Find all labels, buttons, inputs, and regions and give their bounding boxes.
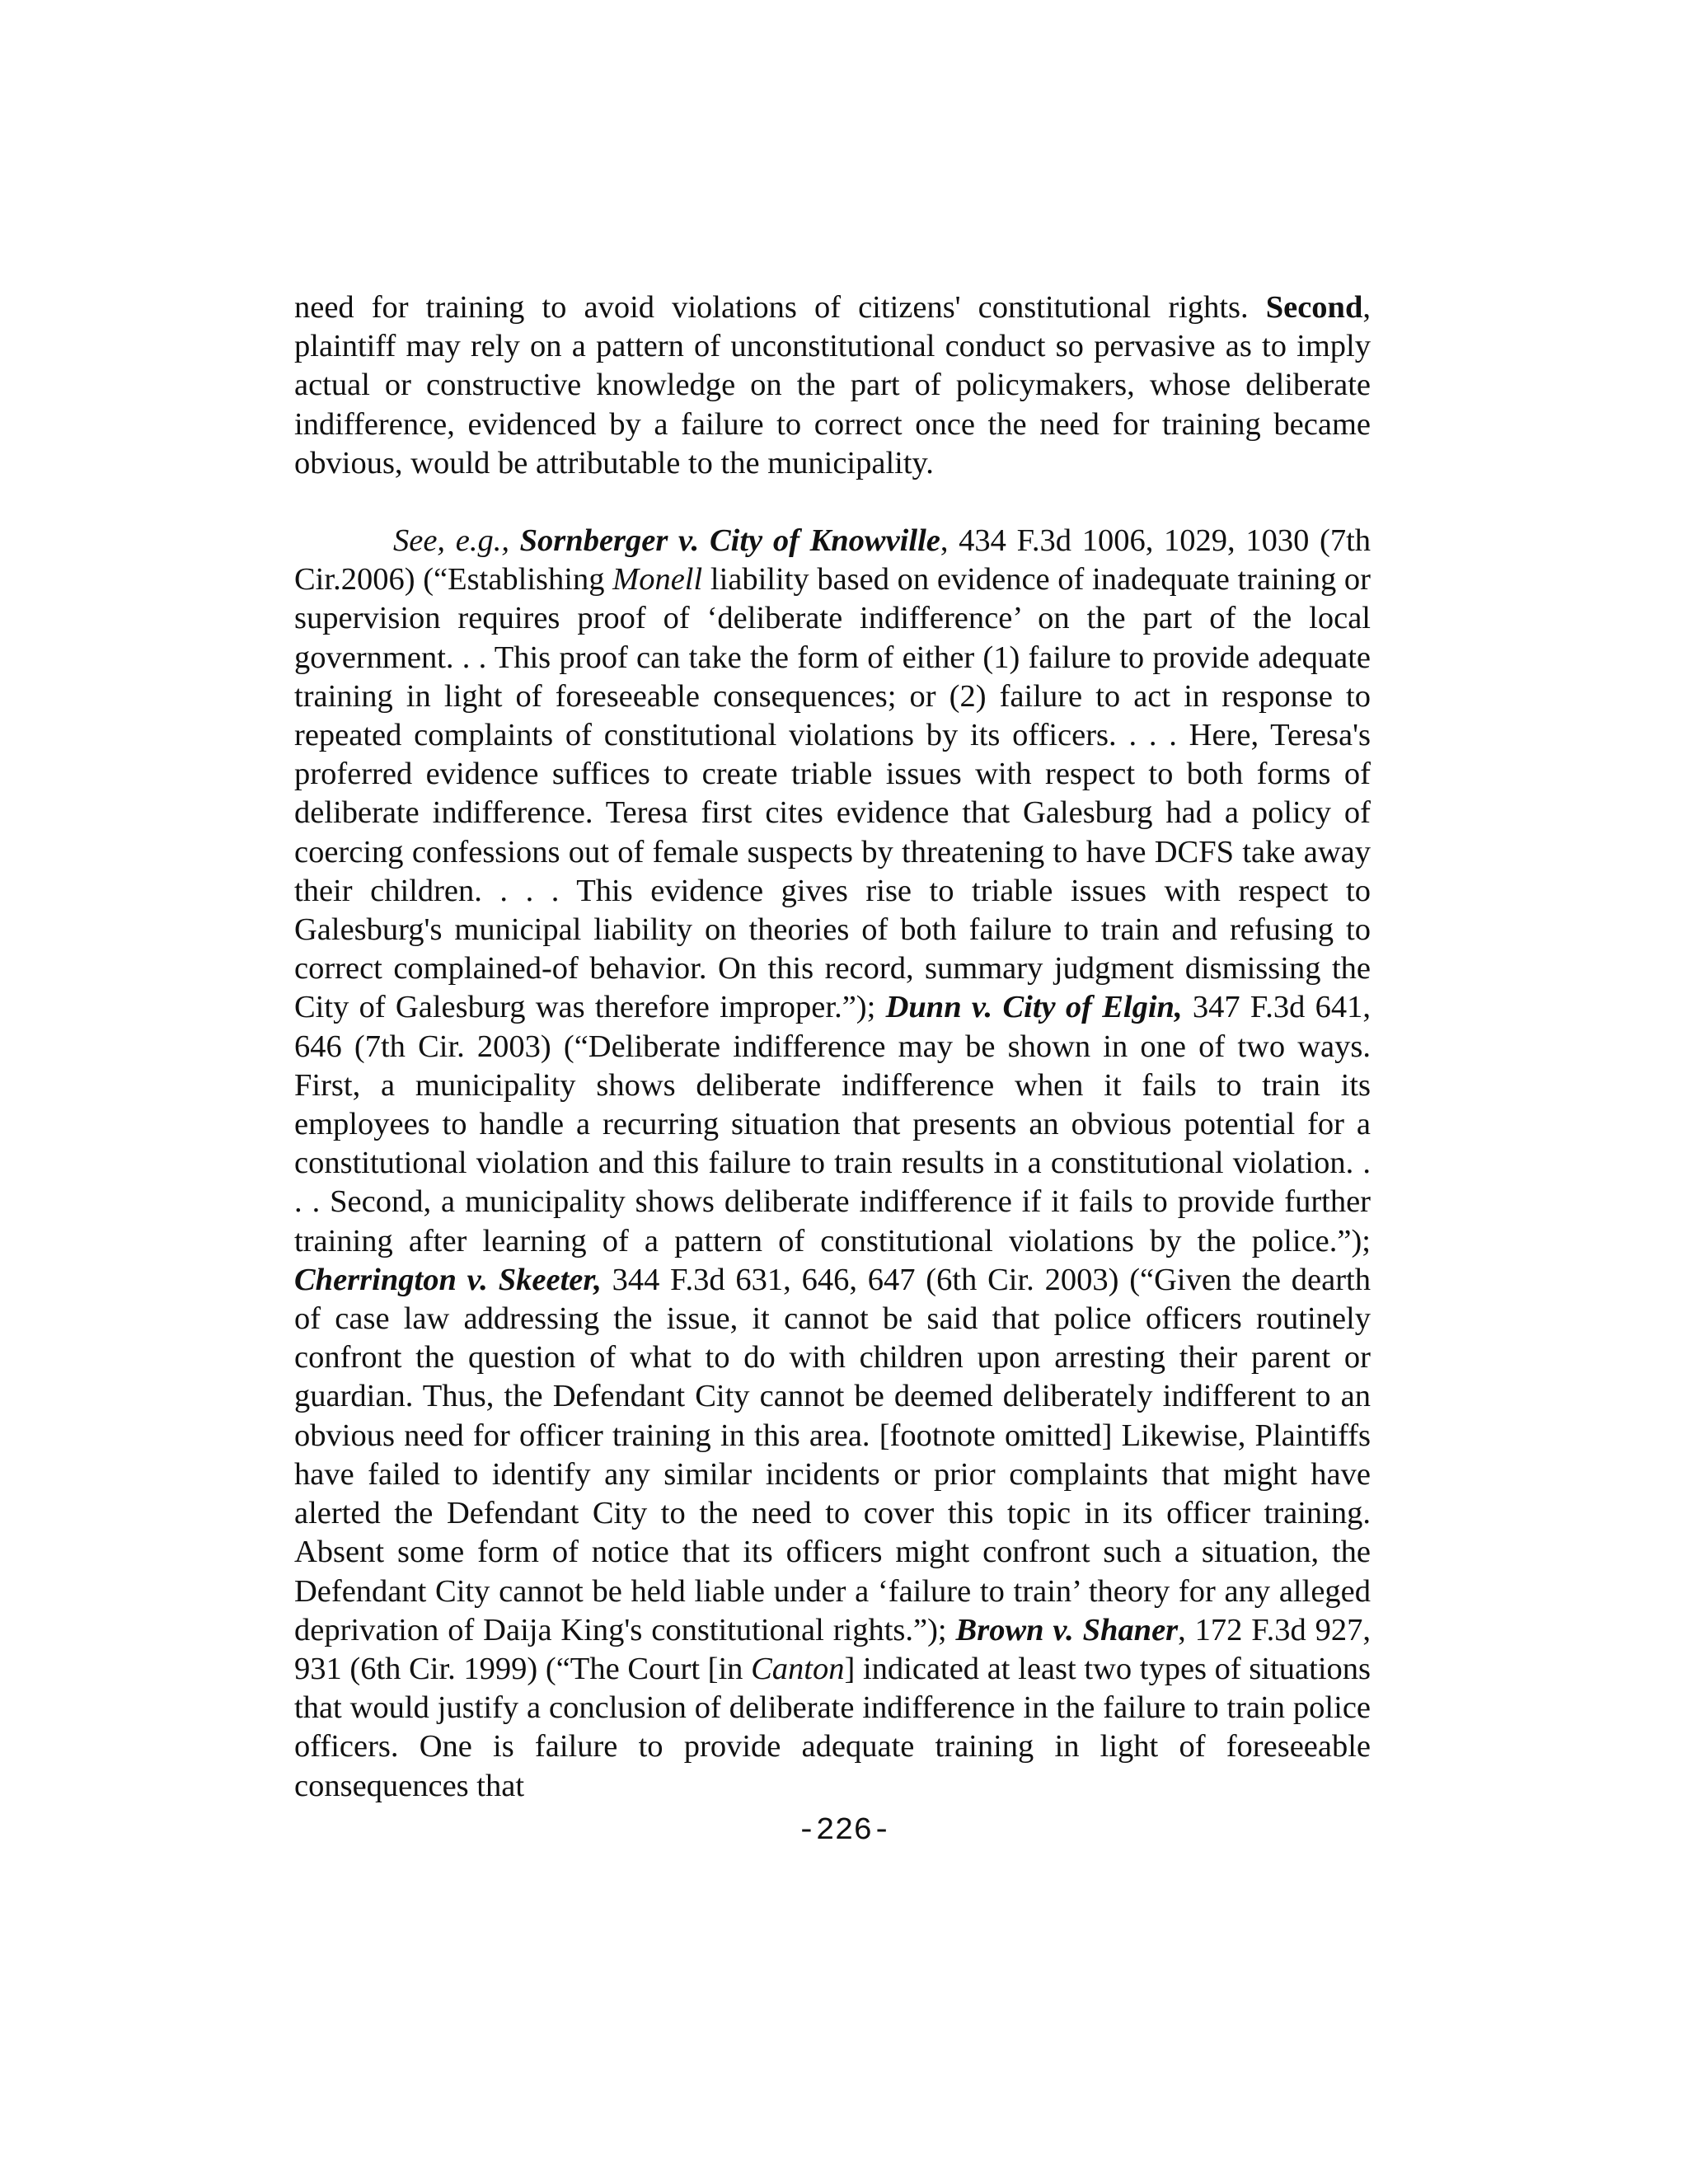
document-body bbox=[294, 288, 1371, 1806]
case-ref-canton: Canton bbox=[751, 1651, 845, 1686]
text-run: liability based on evidence of inadequate training or supervision requires proof of ‘deliberate indifference’ on the part of the local government. . . This proof can take the form of either (1) failure to provide adequate training in light of foreseeable consequences; or (2) failure to act in response to repeated complaints of constitutional violations by its officers. . . . Here, Teresa's proferred evidence suffices to create triable issues with respect to both forms of deliberate indifference. Teresa first cites evidence that Galesburg had a policy of coercing confessions out of female suspects by threatening to have DCFS take away their children. . . . This evidence gives rise to triable issues with respect to Galesburg's municipal liability on theories of both failure to train and refusing to correct complained-of behavior. On this record, summary judgment dismissing the City of Galesburg was therefore improper.”); bbox=[294, 562, 1371, 1025]
text-run: 344 F.3d 631, 646, 647 (6th Cir. 2003) (“Given the dearth of case law addressing the issue, it cannot be said that police officers routinely confront the question of what to do with children upon arresting their parent or guardian. Thus, the Defendant City cannot be deemed deliberately indifferent to an obvious need for officer training in this area. [footnote omitted] Likewise, Plaintiffs have failed to identify any similar incidents or prior complaints that might have alerted the Defendant City to the need to cover this topic in its officer training. Absent some form of notice that its officers might confront such a situation, the Defendant City cannot be held liable under a ‘failure to train’ theory for any alleged deprivation of Daija King's constitutional rights.”); bbox=[294, 1262, 1371, 1647]
paragraph-continuation bbox=[294, 288, 1371, 483]
signal-see-eg: See, e.g., bbox=[393, 523, 509, 559]
text-run: , 434 F.3d 1006, 1029, 1030 (7th Cir.2006) (“Establishing bbox=[294, 523, 1372, 598]
case-ref-monell: Monell bbox=[612, 562, 703, 598]
text-run: ] indicated at least two types of situations that would justify a conclusion of deliberate indifference in the failure to train police officers. One is failure to provide adequate training in light of foreseeable consequences that bbox=[294, 1651, 1371, 1803]
text-run bbox=[509, 523, 520, 558]
case-name-dunn: Dunn v. City of Elgin, bbox=[885, 990, 1183, 1025]
case-name-brown: Brown v. Shaner bbox=[955, 1612, 1179, 1647]
paragraph-citations bbox=[294, 522, 1371, 1806]
case-name-sornberger: Sornberger v. City of Knowville bbox=[519, 523, 940, 559]
bold-second: Second bbox=[1265, 290, 1363, 325]
text-run: , 172 F.3d 927, 931 (6th Cir. 1999) (“The Court [in bbox=[294, 1612, 1372, 1686]
page-number: -226- bbox=[796, 1813, 892, 1849]
text-run: need for training to avoid violations of citizens' constitutional rights. bbox=[294, 290, 1266, 325]
text-run: 347 F.3d 641, 646 (7th Cir. 2003) (“Deliberate indifference may be shown in one of two ways. First, a municipality shows deliberate indifference when it fails to train its employees to handle a recurring situation that presents an obvious potential for a constitutional violation and this failure to train results in a constitutional violation. . . . Second, a municipality shows deliberate indifference if it fails to provide further training after learning of a pattern of constitutional violations by the police.”); bbox=[294, 990, 1371, 1258]
text-run: , plaintiff may rely on a pattern of unconstitutional conduct so pervasive as to imply actual or constructive knowledge on the part of policymakers, whose deliberate indifference, evidenced by a failure to correct once the need for training became obvious, would be attributable to the municipality. bbox=[294, 290, 1371, 480]
case-name-cherrington: Cherrington v. Skeeter, bbox=[294, 1262, 602, 1297]
